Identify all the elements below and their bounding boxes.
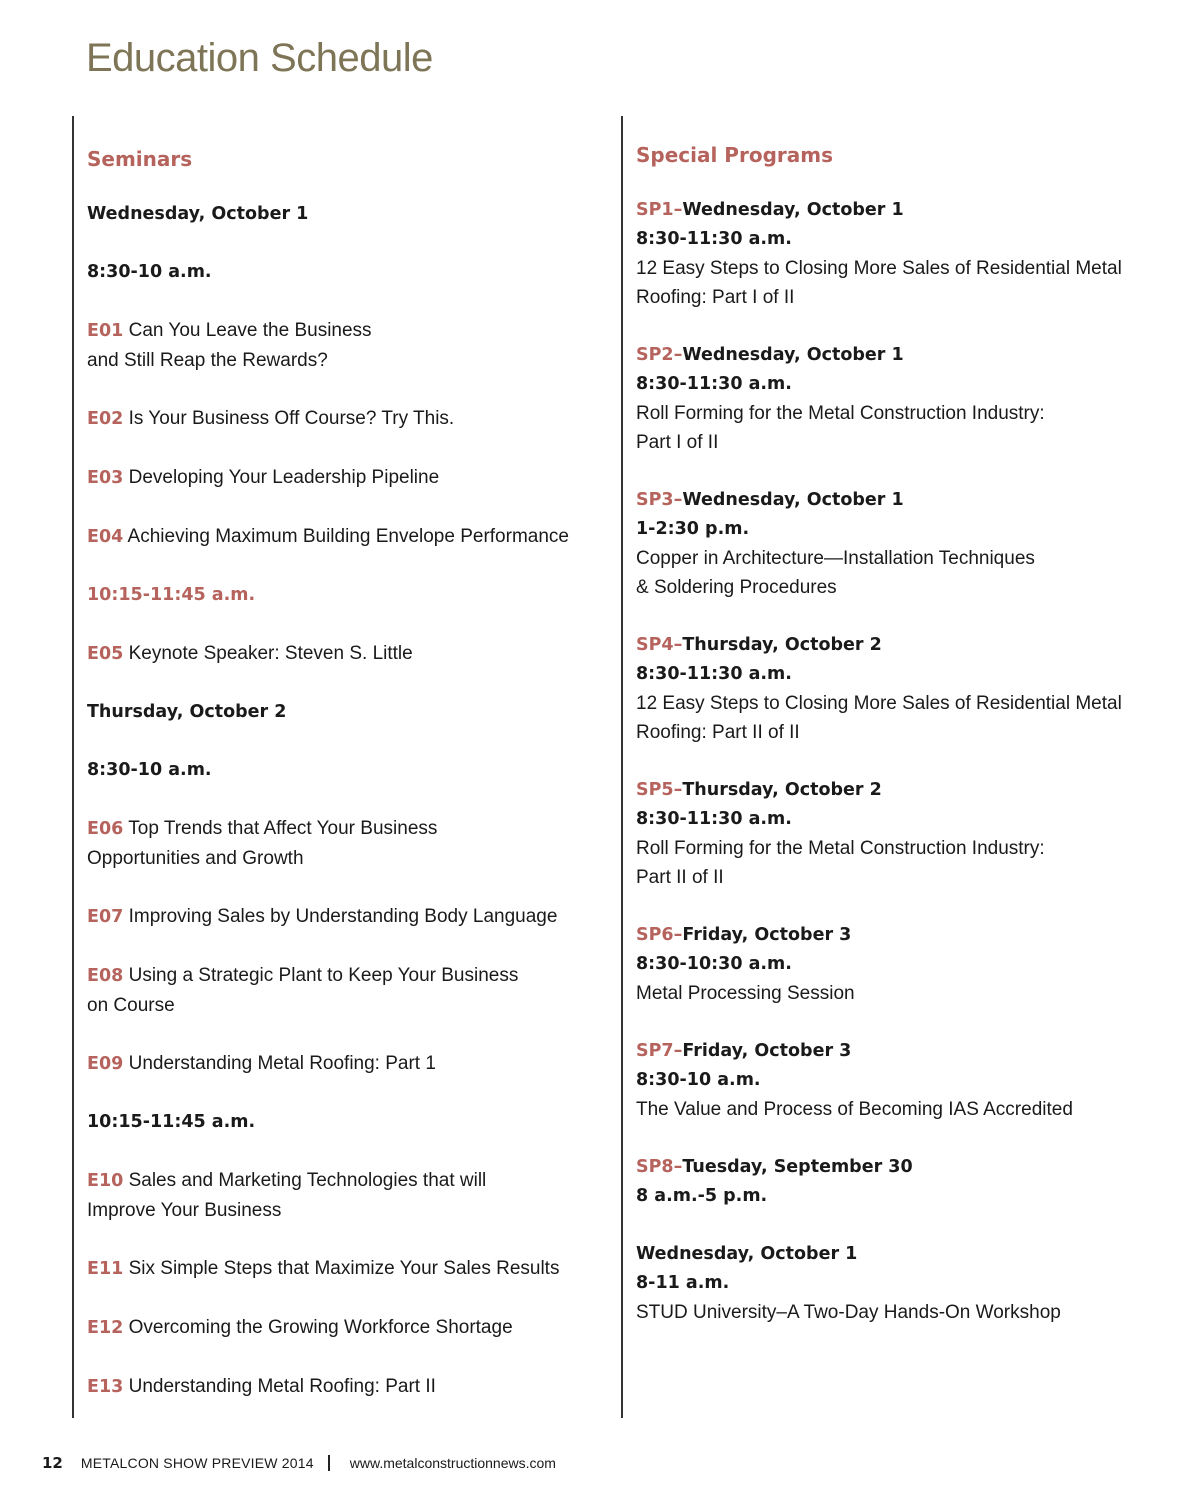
session-item <box>87 902 607 932</box>
program-header <box>636 486 1176 515</box>
session-item <box>87 463 607 493</box>
program-code: SP3– <box>636 490 683 510</box>
time-slot: 10:15-11:45 a.m. <box>87 585 256 605</box>
program-day: Wednesday, October 1 <box>682 345 904 365</box>
program-description: Copper in Architecture—Installation Techniques <box>636 548 1035 569</box>
program-item <box>636 1240 1176 1327</box>
session-item <box>87 814 607 873</box>
special-programs-list <box>636 196 1176 1327</box>
session-code: E07 <box>87 907 124 927</box>
session-title-line <box>87 1254 607 1284</box>
session-title-line <box>87 463 607 493</box>
session-title-line <box>87 404 607 434</box>
program-code: SP1– <box>636 200 683 220</box>
program-description: The Value and Process of Becoming IAS Accredited <box>636 1099 1073 1120</box>
program-description: Part II of II <box>636 867 724 888</box>
session-title: Opportunities and Growth <box>87 848 304 869</box>
session-item <box>87 1049 607 1079</box>
time-slot: 10:15-11:45 a.m. <box>87 1112 256 1132</box>
program-code: SP6– <box>636 925 683 945</box>
program-code: SP5– <box>636 780 683 800</box>
session-title-line <box>87 902 607 932</box>
program-day: Thursday, October 2 <box>682 635 882 655</box>
program-time: 8:30-10 a.m. <box>636 1070 761 1090</box>
session-code: E02 <box>87 409 124 429</box>
session-title: Overcoming the Growing Workforce Shortage <box>128 1317 513 1338</box>
program-day: Friday, October 3 <box>682 1041 852 1061</box>
program-day: Thursday, October 2 <box>682 780 882 800</box>
session-code: E10 <box>87 1171 124 1191</box>
seminars-heading: Seminars <box>87 147 193 171</box>
program-item <box>636 486 1176 602</box>
program-description: Roofing: Part I of II <box>636 287 795 308</box>
session-title: Understanding Metal Roofing: Part II <box>128 1376 436 1397</box>
program-day: Tuesday, September 30 <box>682 1157 913 1177</box>
program-time: 8 a.m.-5 p.m. <box>636 1186 768 1206</box>
session-item <box>87 1313 607 1343</box>
session-title-line <box>87 1166 607 1196</box>
session-title-line <box>87 639 607 669</box>
program-time: 8:30-11:30 a.m. <box>636 374 792 394</box>
session-title: Improving Sales by Understanding Body Language <box>128 906 558 927</box>
program-time: 8:30-11:30 a.m. <box>636 229 792 249</box>
session-title-line <box>87 1313 607 1343</box>
session-code: E13 <box>87 1377 124 1397</box>
program-description: & Soldering Procedures <box>636 577 837 598</box>
program-time: 8:30-11:30 a.m. <box>636 809 792 829</box>
session-title-line <box>87 1196 607 1225</box>
left-column-rule <box>72 116 74 1418</box>
session-title: Top Trends that Affect Your Business <box>128 818 438 839</box>
seminars-list <box>87 200 607 1402</box>
time-slot: 8:30-10 a.m. <box>87 262 212 282</box>
right-column-rule <box>621 116 623 1418</box>
session-title-line <box>87 522 607 552</box>
program-description: 12 Easy Steps to Closing More Sales of Residential Metal <box>636 258 1122 279</box>
session-title-line <box>87 961 607 991</box>
program-description: Metal Processing Session <box>636 983 855 1004</box>
program-header <box>636 921 1176 950</box>
website-link[interactable]: www.metalconstructionnews.com <box>349 1455 556 1471</box>
session-code: E04 <box>87 527 124 547</box>
session-title: Achieving Maximum Building Envelope Performance <box>127 526 569 547</box>
program-header <box>636 1037 1176 1066</box>
program-day: Wednesday, October 1 <box>636 1244 858 1264</box>
session-title: Sales and Marketing Technologies that will <box>128 1170 487 1191</box>
day-heading: Wednesday, October 1 <box>87 204 309 224</box>
footer-divider <box>328 1455 330 1471</box>
session-title: on Course <box>87 995 175 1016</box>
program-description: Roll Forming for the Metal Construction Industry: <box>636 838 1045 859</box>
program-item <box>636 1153 1176 1211</box>
session-title-line <box>87 1372 607 1402</box>
program-header <box>636 1240 1176 1269</box>
time-slot: 8:30-10 a.m. <box>87 760 212 780</box>
program-description: Roofing: Part II of II <box>636 722 800 743</box>
program-description: Roll Forming for the Metal Construction Industry: <box>636 403 1045 424</box>
program-header <box>636 1153 1176 1182</box>
session-code: E12 <box>87 1318 124 1338</box>
program-header <box>636 776 1176 805</box>
program-day: Friday, October 3 <box>682 925 852 945</box>
page-title: Education Schedule <box>86 36 433 80</box>
session-title: and Still Reap the Rewards? <box>87 350 328 371</box>
session-item <box>87 639 607 669</box>
program-header <box>636 341 1176 370</box>
session-title-line <box>87 991 607 1020</box>
program-time: 8-11 a.m. <box>636 1273 730 1293</box>
program-header <box>636 631 1176 660</box>
special-programs-column <box>636 138 1176 1327</box>
program-time: 8:30-11:30 a.m. <box>636 664 792 684</box>
session-code: E03 <box>87 468 124 488</box>
program-code: SP2– <box>636 345 683 365</box>
program-item <box>636 341 1176 457</box>
program-item <box>636 1037 1176 1124</box>
session-item <box>87 1254 607 1284</box>
session-title-line <box>87 316 607 346</box>
program-description: Part I of II <box>636 432 719 453</box>
program-time: 1-2:30 p.m. <box>636 519 750 539</box>
day-heading: Thursday, October 2 <box>87 702 287 722</box>
program-time: 8:30-10:30 a.m. <box>636 954 792 974</box>
session-item <box>87 1166 607 1225</box>
session-item <box>87 1372 607 1402</box>
program-code: SP8– <box>636 1157 683 1177</box>
program-description: 12 Easy Steps to Closing More Sales of Residential Metal <box>636 693 1122 714</box>
program-item <box>636 776 1176 892</box>
session-code: E08 <box>87 966 124 986</box>
session-item <box>87 404 607 434</box>
seminars-column <box>87 142 607 1402</box>
session-title: Developing Your Leadership Pipeline <box>128 467 440 488</box>
session-title: Keynote Speaker: Steven S. Little <box>128 643 413 664</box>
session-title: Six Simple Steps that Maximize Your Sales Results <box>128 1258 560 1279</box>
program-description: STUD University–A Two-Day Hands-On Workshop <box>636 1302 1061 1323</box>
session-title: Understanding Metal Roofing: Part 1 <box>128 1053 436 1074</box>
program-item <box>636 921 1176 1008</box>
program-code: SP4– <box>636 635 683 655</box>
session-title: Is Your Business Off Course? Try This. <box>128 408 455 429</box>
program-day: Wednesday, October 1 <box>682 490 904 510</box>
special-programs-heading: Special Programs <box>636 143 833 167</box>
program-header <box>636 196 1176 225</box>
publication-name: METALCON SHOW PREVIEW 2014 <box>80 1455 314 1471</box>
page-number: 12 <box>42 1454 63 1472</box>
session-item <box>87 961 607 1020</box>
session-title-line <box>87 844 607 873</box>
session-title-line <box>87 1049 607 1079</box>
session-title-line <box>87 814 607 844</box>
session-title: Improve Your Business <box>87 1200 282 1221</box>
session-code: E05 <box>87 644 124 664</box>
session-code: E09 <box>87 1054 124 1074</box>
session-code: E11 <box>87 1259 124 1279</box>
session-title: Can You Leave the Business <box>128 320 372 341</box>
session-item <box>87 316 607 375</box>
session-code: E01 <box>87 321 124 341</box>
program-item <box>636 631 1176 747</box>
session-title-line <box>87 346 607 375</box>
program-item <box>636 196 1176 312</box>
program-code: SP7– <box>636 1041 683 1061</box>
page-footer <box>42 1451 556 1475</box>
program-day: Wednesday, October 1 <box>682 200 904 220</box>
session-code: E06 <box>87 819 124 839</box>
session-item <box>87 522 607 552</box>
session-title: Using a Strategic Plant to Keep Your Business <box>128 965 519 986</box>
